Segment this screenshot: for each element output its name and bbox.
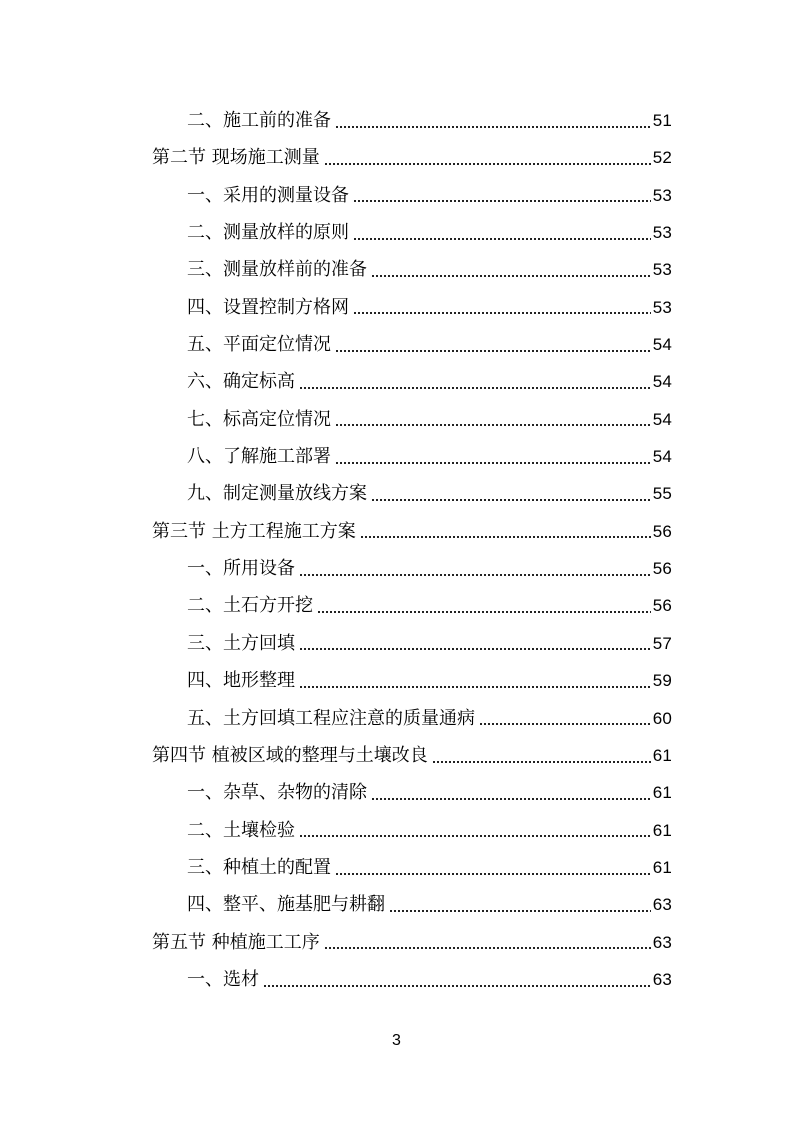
toc-entry-page-number: 52	[652, 148, 672, 168]
toc-entry-page-number: 53	[652, 297, 672, 317]
toc-subsection-entry[interactable]	[0, 438, 793, 475]
toc-dot-leader	[371, 784, 651, 802]
toc-entry-page-number: 54	[652, 409, 672, 429]
toc-entry-title: 六、确定标高	[187, 371, 295, 393]
toc-section-entry[interactable]	[0, 513, 793, 550]
toc-entry-page-number: 54	[652, 447, 672, 467]
toc-entry-title: 四、地形整理	[187, 670, 295, 692]
toc-dot-leader	[335, 859, 651, 877]
toc-entry-page-number: 53	[652, 223, 672, 243]
toc-subsection-entry[interactable]	[0, 289, 793, 326]
toc-entry-title: 一、所用设备	[187, 558, 295, 580]
toc-entry-page-number: 51	[652, 111, 672, 130]
toc-subsection-entry[interactable]	[0, 251, 793, 288]
toc-dot-leader	[299, 634, 651, 652]
toc-entry-title: 第三节 土方工程施工方案	[152, 520, 356, 542]
toc-entry-title: 第四节 植被区域的整理与土壤改良	[152, 744, 428, 766]
toc-entry-page-number: 61	[652, 783, 672, 803]
toc-dot-leader	[324, 149, 651, 167]
toc-subsection-entry[interactable]	[0, 363, 793, 400]
toc-subsection-entry[interactable]	[0, 587, 793, 624]
toc-subsection-entry[interactable]	[0, 401, 793, 438]
toc-entry-title: 一、选材	[187, 968, 259, 990]
toc-subsection-entry[interactable]	[0, 812, 793, 849]
toc-subsection-entry[interactable]	[0, 662, 793, 699]
toc-dot-leader	[335, 336, 651, 354]
toc-dot-leader	[299, 821, 651, 839]
toc-dot-leader	[371, 261, 651, 279]
toc-subsection-entry[interactable]	[0, 177, 793, 214]
toc-entry-page-number: 56	[652, 596, 672, 616]
toc-section-entry[interactable]	[0, 924, 793, 961]
toc-entry-title: 三、种植土的配置	[187, 856, 331, 878]
toc-entry-page-number: 56	[652, 559, 672, 579]
toc-entry-title: 三、测量放样前的准备	[187, 259, 367, 281]
toc-dot-leader	[479, 709, 651, 727]
toc-entry-title: 四、设置控制方格网	[187, 296, 349, 318]
toc-entry-page-number: 57	[652, 633, 672, 653]
toc-entry-title: 八、了解施工部署	[187, 446, 331, 468]
toc-section-entry[interactable]	[0, 737, 793, 774]
toc-entry-page-number: 54	[652, 372, 672, 392]
toc-subsection-entry[interactable]	[0, 886, 793, 923]
toc-dot-leader	[317, 597, 651, 615]
toc-entry-page-number: 60	[652, 708, 672, 728]
toc-entry-title: 二、土壤检验	[187, 819, 295, 841]
toc-entry-title: 四、整平、施基肥与耕翻	[187, 894, 385, 916]
toc-dot-leader	[263, 971, 651, 989]
toc-entry-page-number: 61	[652, 820, 672, 840]
toc-subsection-entry[interactable]	[0, 849, 793, 886]
toc-entry-page-number: 63	[652, 932, 672, 952]
toc-subsection-entry[interactable]	[0, 774, 793, 811]
toc-entry-title: 第二节 现场施工测量	[152, 147, 320, 169]
toc-entry-page-number: 56	[652, 521, 672, 541]
toc-dot-leader	[299, 672, 651, 690]
toc-dot-leader	[432, 747, 651, 765]
toc-section-entry[interactable]	[0, 139, 793, 176]
toc-entry-title: 五、平面定位情况	[187, 334, 331, 356]
toc-dot-leader	[353, 224, 651, 242]
toc-dot-leader	[324, 933, 651, 951]
toc-entry-title: 五、土方回填工程应注意的质量通病	[187, 707, 475, 729]
toc-subsection-entry[interactable]	[0, 625, 793, 662]
toc-dot-leader	[335, 410, 651, 428]
toc-entry-page-number: 53	[652, 185, 672, 205]
toc-entry-page-number: 54	[652, 335, 672, 355]
toc-entry-page-number: 63	[652, 895, 672, 915]
toc-dot-leader	[353, 298, 651, 316]
toc-entry-title: 二、测量放样的原则	[187, 222, 349, 244]
table-of-contents	[0, 102, 793, 998]
toc-entry-title: 二、施工前的准备	[187, 110, 331, 131]
toc-entry-page-number: 61	[652, 745, 672, 765]
toc-entry-title: 七、标高定位情况	[187, 408, 331, 430]
toc-entry-title: 二、土石方开挖	[187, 595, 313, 617]
toc-entry-page-number: 55	[652, 484, 672, 504]
toc-subsection-entry[interactable]	[0, 326, 793, 363]
toc-entry-title: 第五节 种植施工工序	[152, 931, 320, 953]
toc-dot-leader	[335, 448, 651, 466]
toc-entry-title: 一、采用的测量设备	[187, 184, 349, 206]
toc-entry-page-number: 61	[652, 857, 672, 877]
toc-entry-page-number: 59	[652, 671, 672, 691]
page-number: 3	[392, 1032, 401, 1049]
toc-entry-page-number: 63	[652, 969, 672, 989]
toc-dot-leader	[299, 560, 651, 578]
toc-dot-leader	[389, 896, 651, 914]
toc-entry-page-number: 53	[652, 260, 672, 280]
toc-subsection-entry[interactable]	[0, 961, 793, 998]
toc-dot-leader	[335, 112, 651, 130]
toc-entry-title: 九、制定测量放线方案	[187, 483, 367, 505]
toc-dot-leader	[353, 186, 651, 204]
toc-subsection-entry[interactable]	[0, 700, 793, 737]
toc-dot-leader	[360, 522, 651, 540]
toc-subsection-entry[interactable]	[0, 102, 793, 139]
toc-subsection-entry[interactable]	[0, 475, 793, 512]
toc-subsection-entry[interactable]	[0, 550, 793, 587]
toc-entry-title: 三、土方回填	[187, 632, 295, 654]
toc-dot-leader	[299, 373, 651, 391]
toc-dot-leader	[371, 485, 651, 503]
toc-subsection-entry[interactable]	[0, 214, 793, 251]
toc-entry-title: 一、杂草、杂物的清除	[187, 782, 367, 804]
